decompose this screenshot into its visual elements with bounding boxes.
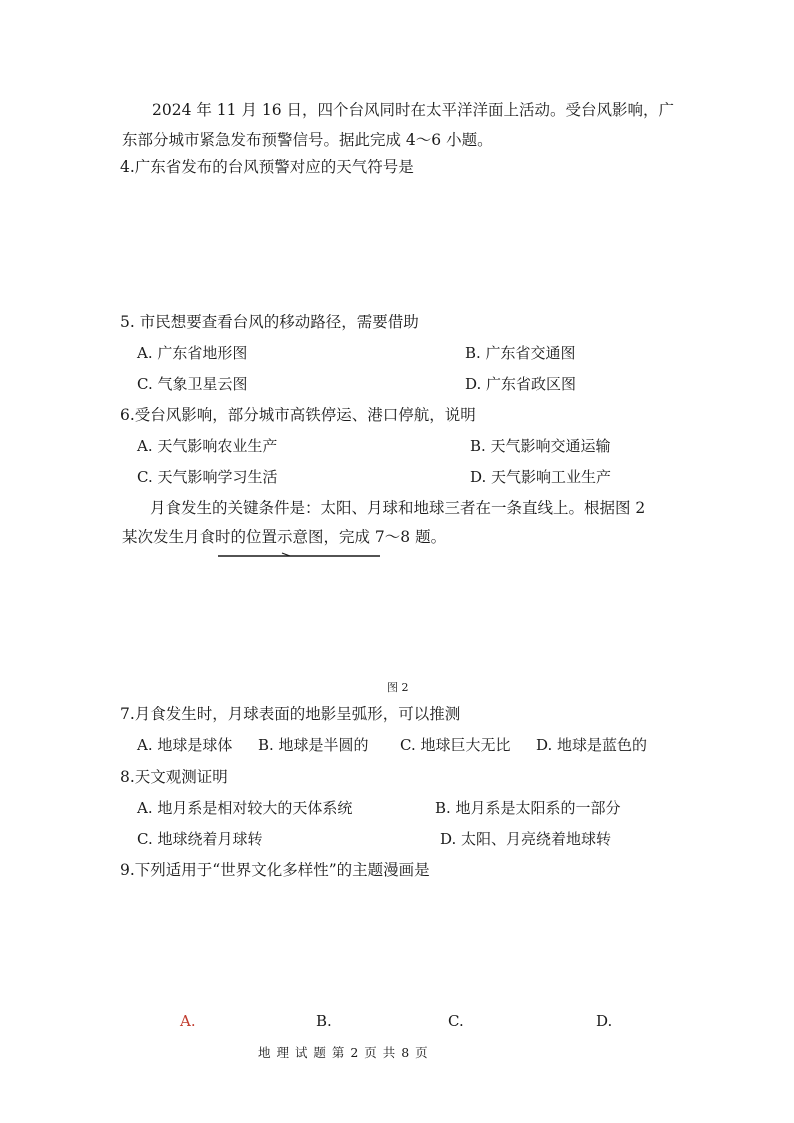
question-8-stem: 8.天文观测证明 <box>120 768 228 786</box>
question-6-option-b[interactable]: B. 天气影响交通运输 <box>470 437 611 455</box>
question-6-option-d[interactable]: D. 天气影响工业生产 <box>470 468 612 486</box>
question-8-option-b[interactable]: B. 地月系是太阳系的一部分 <box>435 799 621 817</box>
question-6-stem: 6.受台风影响，部分城市高铁停运、港口停航，说明 <box>120 406 476 424</box>
question-9-choice-d[interactable]: D. <box>596 1012 613 1030</box>
question-7-option-b[interactable]: B. 地球是半圆的 <box>258 736 369 754</box>
eclipse-intro-line1: 月食发生的关键条件是：太阳、月球和地球三者在一条直线上。根据图 2 <box>150 499 646 517</box>
eclipse-intro-line2: 某次发生月食时的位置示意图，完成 7～8 题。 <box>122 528 447 546</box>
question-9-choice-b[interactable]: B. <box>316 1012 332 1030</box>
question-5-option-b[interactable]: B. 广东省交通图 <box>465 344 576 362</box>
question-7-option-c[interactable]: C. 地球巨大无比 <box>400 736 511 754</box>
question-7-option-a[interactable]: A. 地球是球体 <box>137 736 233 754</box>
question-8-option-c[interactable]: C. 地球绕着月球转 <box>137 830 263 848</box>
question-9-choice-a[interactable]: A. <box>180 1012 196 1030</box>
typhoon-intro-line2: 东部分城市紧急发布预警信号。据此完成 4～6 小题。 <box>122 131 493 149</box>
question-9-stem: 9.下列适用于“世界文化多样性”的主题漫画是 <box>120 861 430 879</box>
question-5-option-d[interactable]: D. 广东省政区图 <box>465 375 577 393</box>
question-9-choice-c[interactable]: C. <box>448 1012 464 1030</box>
typhoon-intro-line1: 2024 年 11 月 16 日，四个台风同时在太平洋洋面上活动。受台风影响，广 <box>152 101 675 119</box>
question-5-stem: 5. 市民想要查看台风的移动路径，需要借助 <box>120 313 419 331</box>
question-7-option-d[interactable]: D. 地球是蓝色的 <box>536 736 648 754</box>
question-4-stem: 4.广东省发布的台风预警对应的天气符号是 <box>120 158 414 176</box>
question-6-option-a[interactable]: A. 天气影响农业生产 <box>137 437 278 455</box>
question-5-option-c[interactable]: C. 气象卫星云图 <box>137 375 248 393</box>
question-7-stem: 7.月食发生时，月球表面的地影呈弧形，可以推测 <box>120 705 461 723</box>
question-8-option-a[interactable]: A. 地月系是相对较大的天体系统 <box>137 799 353 817</box>
figure-2-caption: 图 2 <box>387 681 409 694</box>
question-6-option-c[interactable]: C. 天气影响学习生活 <box>137 468 278 486</box>
question-5-option-a[interactable]: A. 广东省地形图 <box>137 344 248 362</box>
question-8-option-d[interactable]: D. 太阳、月亮绕着地球转 <box>440 830 612 848</box>
page-footer: 地 理 试 题 第 2 页 共 8 页 <box>258 1045 429 1060</box>
